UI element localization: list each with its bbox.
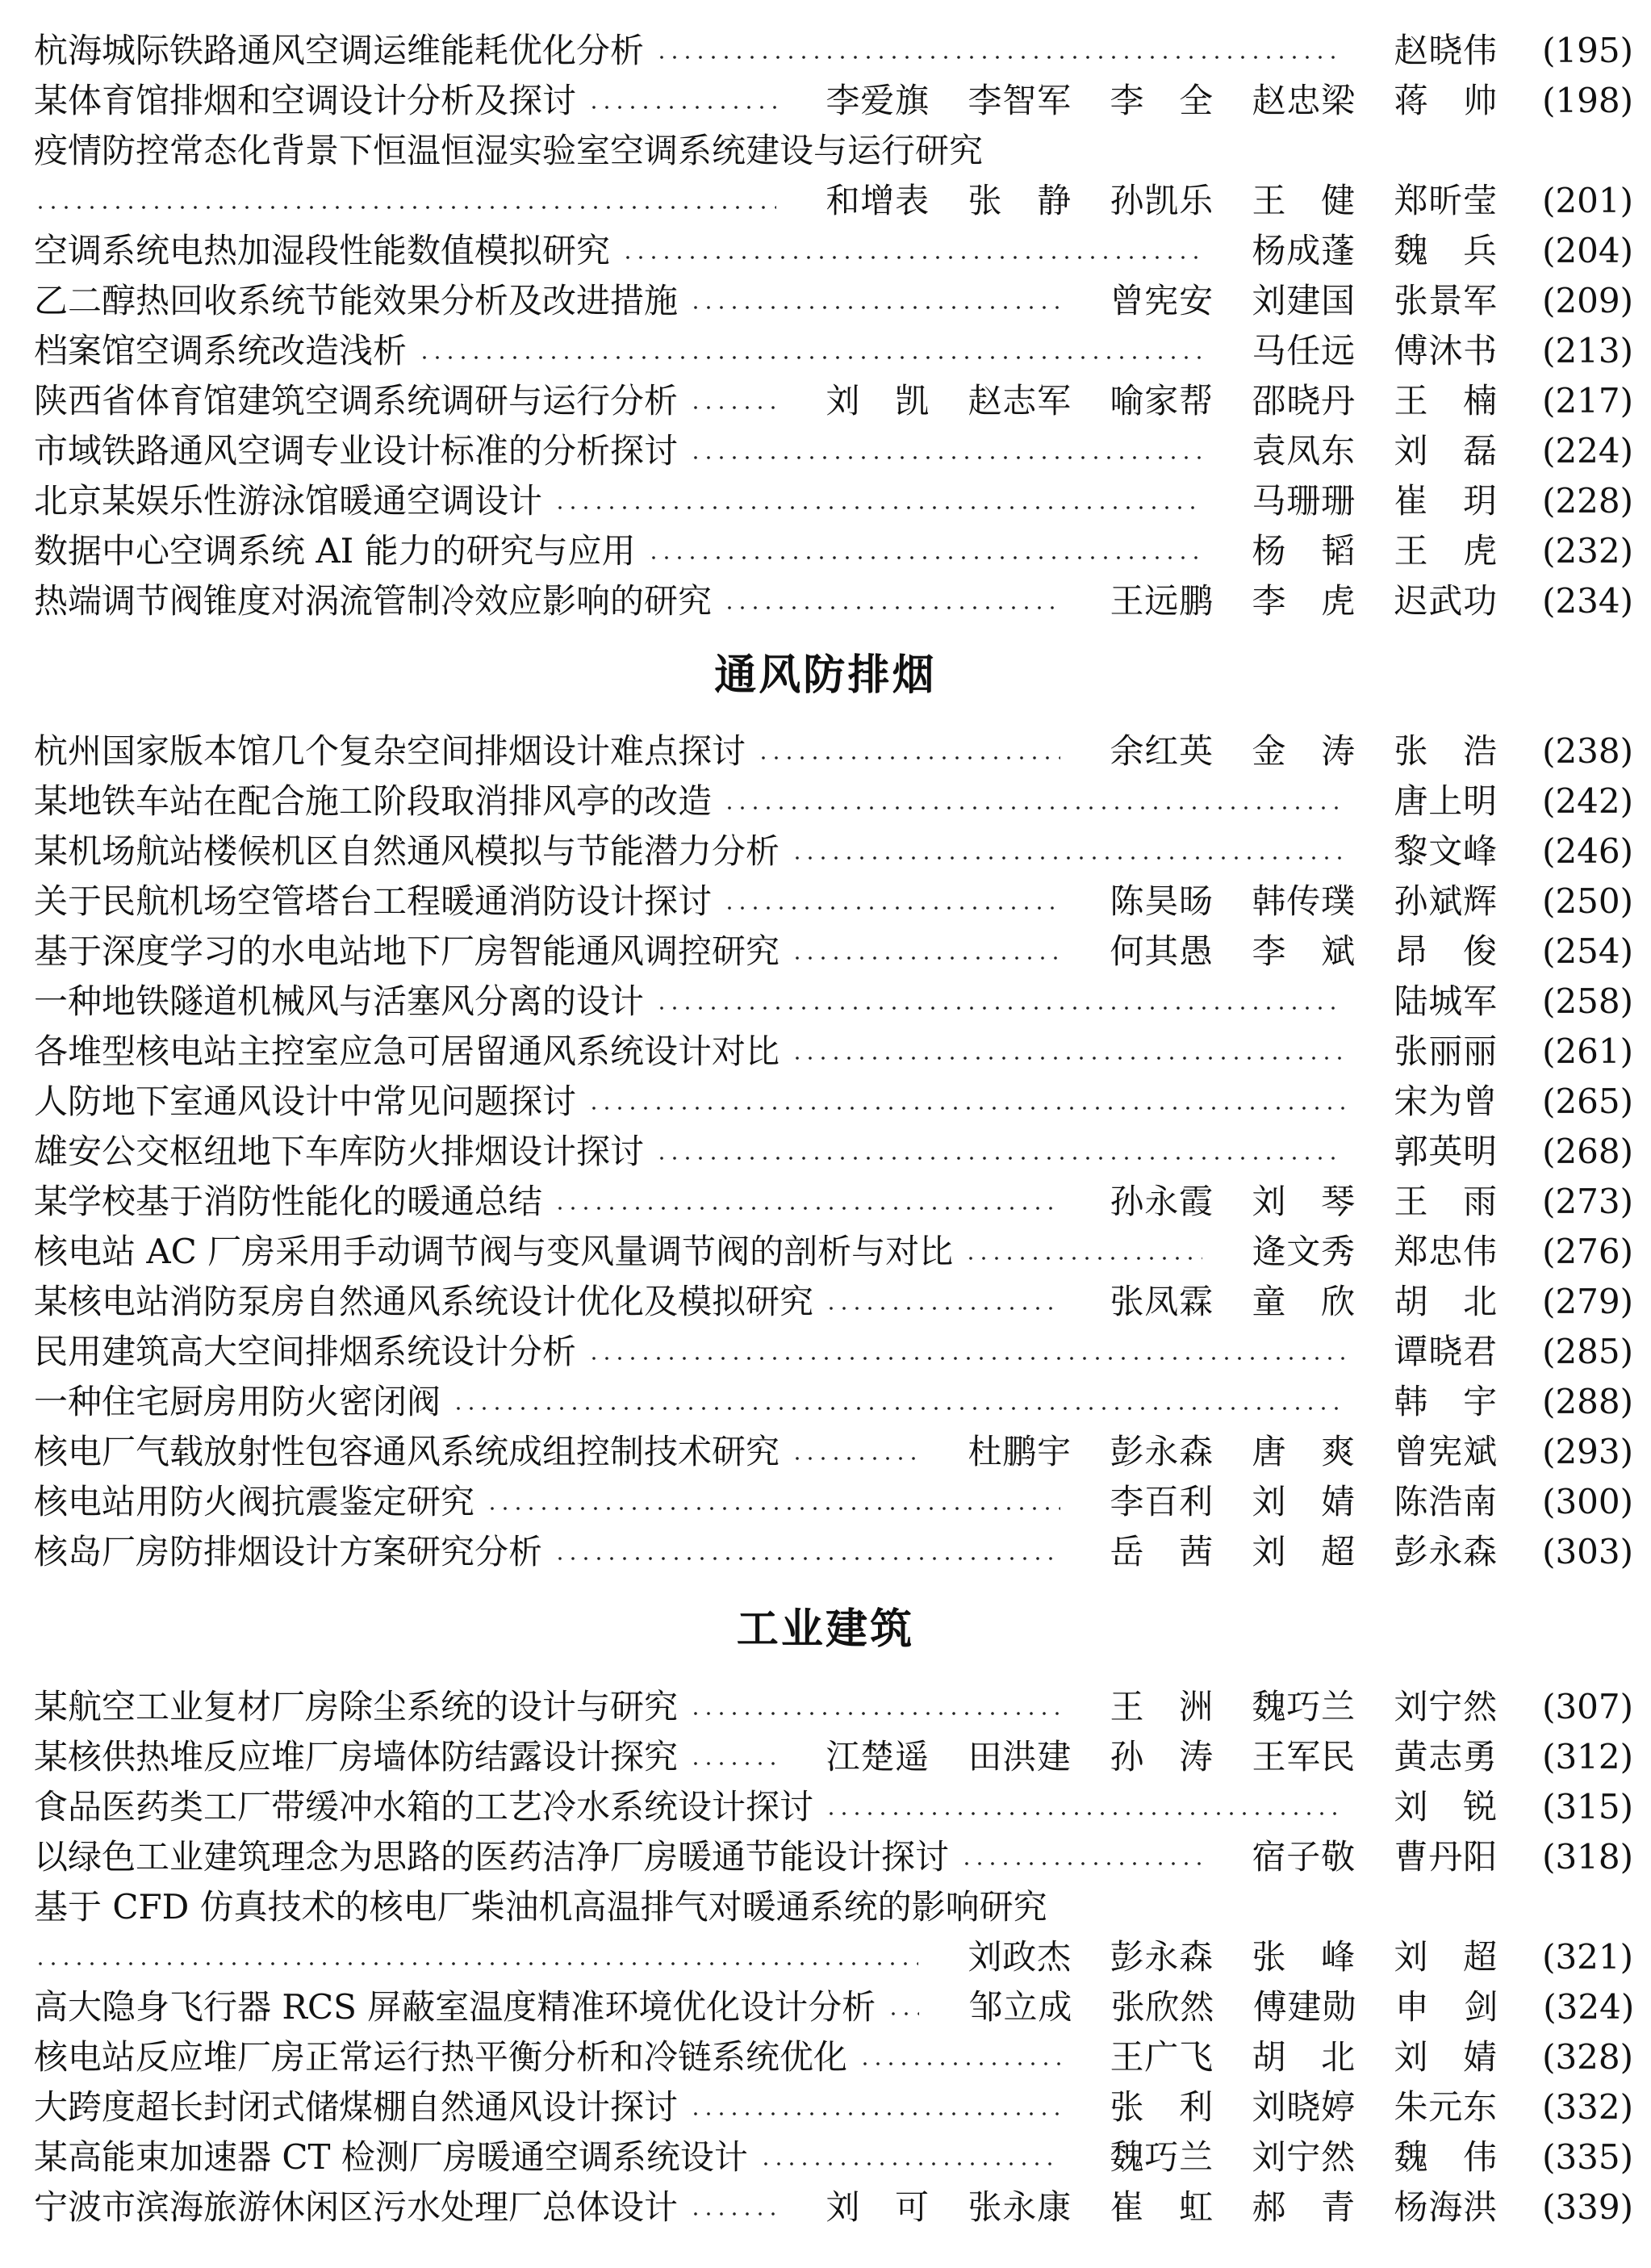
entry-authors [930,1982,1498,2032]
entry-title: 某核供热堆反应堆厂房墙体防结露设计探究 [34,1737,679,1776]
author-name: 赵忠梁 [1252,81,1356,120]
page-number: (217) [1542,381,1633,421]
entry-title: 某体育馆排烟和空调设计分析及探讨 [34,81,577,120]
toc-entry[interactable] [34,1682,1633,1732]
entry-title: 某航空工业复材厂房除尘系统的设计与研究 [34,1687,679,1726]
dot-leader [723,605,1060,610]
author-name: 张景军 [1394,281,1498,320]
toc-entry[interactable] [34,76,1633,126]
author-name: 孙凯乐 [1110,181,1214,220]
author-name: 赵晓伟 [1394,31,1498,70]
entry-title: 高大隐身飞行器 RCS 屏蔽室温度精准环境优化设计分析 [34,1987,876,2027]
author-name: 和增表 [826,181,930,220]
author-name: 郭英明 [1394,1132,1498,1171]
author-name: 金 涛 [1252,731,1356,771]
entry-authors [1356,1077,1498,1127]
dot-leader [554,1206,1060,1211]
author-name: 江楚遥 [826,1737,930,1776]
author-name: 唐上明 [1394,781,1498,821]
entry-title: 核电厂气载放射性包容通风系统成组控制技术研究 [34,1432,780,1471]
dot-leader [825,1306,1060,1311]
entry-authors [930,1932,1498,1982]
dot-leader [689,2212,776,2216]
page-number: (273) [1542,1182,1633,1221]
author-name: 曾宪斌 [1394,1432,1498,1471]
entry-title: 人防地下室通风设计中常见问题探讨 [34,1082,577,1121]
author-name: 胡 北 [1252,2037,1356,2077]
toc-entry-author-line [34,1932,1633,1982]
author-name: 余红英 [1110,731,1214,771]
entry-authors [1072,1682,1498,1732]
author-name: 张丽丽 [1394,1031,1498,1071]
dot-leader [655,1156,1344,1161]
page-number: (195) [1542,31,1633,70]
section-heading-industrial: 工业建筑 [736,1605,915,1654]
author-name: 刘宁然 [1252,2137,1356,2177]
dot-leader [647,555,1202,560]
entry-authors [1214,1227,1498,1277]
toc-entry[interactable] [34,1732,1633,1782]
entry-authors [788,1732,1498,1782]
page-number: (332) [1542,2087,1633,2127]
author-name: 刘政杰 [968,1937,1072,1977]
page-number: (321) [1542,1937,1633,1977]
author-name: 陈浩南 [1394,1482,1498,1521]
toc-entry[interactable] [34,1127,1633,1177]
section-heading-ventilation: 通风防排烟 [714,651,937,700]
author-name: 王广飞 [1110,2037,1214,2077]
author-name: 韩传璞 [1252,881,1356,921]
author-name: 刘 超 [1394,1937,1498,1977]
page-number: (254) [1542,931,1633,971]
entry-authors [1214,326,1498,376]
dot-leader [723,806,1344,810]
author-name: 王军民 [1252,1737,1356,1776]
author-name: 黎文峰 [1394,831,1498,871]
page-number: (268) [1542,1132,1633,1171]
author-name: 王 虎 [1394,531,1498,571]
entry-title: 宁波市滨海旅游休闲区污水处理厂总体设计 [34,2187,679,2227]
author-name: 张欣然 [1110,1987,1215,2027]
entry-authors [1214,476,1498,526]
toc-entry[interactable] [34,1077,1633,1127]
toc-entry[interactable] [34,1227,1633,1277]
page-number: (234) [1542,581,1633,621]
toc-entry[interactable] [34,1527,1633,1577]
author-name: 彭永森 [1110,1937,1214,1977]
toc-entry-title-line[interactable] [34,1882,1633,1932]
author-name: 昂 俊 [1394,931,1498,971]
page-number: (250) [1542,881,1633,921]
author-name: 孙斌辉 [1394,881,1498,921]
toc-entry[interactable] [34,1327,1633,1377]
toc-entry[interactable] [34,1832,1633,1882]
entry-title: 基于深度学习的水电站地下厂房智能通风调控研究 [34,931,780,971]
page-number: (303) [1542,1532,1633,1571]
toc-entry[interactable] [34,776,1633,826]
dot-leader [791,956,1060,960]
entry-title: 各堆型核电站主控室应急可居留通风系统设计对比 [34,1031,780,1071]
page-number: (204) [1542,231,1633,270]
entry-title: 档案馆空调系统改造浅析 [34,331,408,370]
author-name: 刘建国 [1252,281,1356,320]
entry-title: 食品医药类工厂带缓冲水箱的工艺冷水系统设计探讨 [34,1787,814,1827]
author-name: 杨 韬 [1252,531,1356,571]
author-name: 魏 伟 [1394,2137,1498,2177]
author-name: 刘 琴 [1252,1182,1356,1221]
page-number: (213) [1542,331,1633,370]
entry-title: 民用建筑高大空间排烟系统设计分析 [34,1332,577,1371]
toc-entry[interactable] [34,26,1633,76]
page-number: (232) [1542,531,1633,571]
entry-title: 某机场航站楼候机区自然通风模拟与节能潜力分析 [34,831,780,871]
entry-authors [1072,2032,1498,2082]
entry-authors [1356,1027,1498,1077]
page-number: (198) [1542,81,1633,120]
author-name: 傅建勋 [1252,1987,1357,2027]
entry-title: 以绿色工业建筑理念为思路的医药洁净厂房暖通节能设计探讨 [34,1837,950,1877]
author-name: 李百利 [1110,1482,1214,1521]
page-number: (315) [1542,1787,1633,1827]
author-name: 彭永森 [1110,1432,1214,1471]
author-name: 宋为曾 [1394,1082,1498,1121]
entry-authors [1214,226,1498,276]
dot-leader [759,2161,1060,2166]
dot-leader [791,856,1344,860]
dot-leader [689,305,1060,310]
entry-authors [1214,426,1498,476]
dot-leader [689,405,776,410]
author-name: 田洪建 [968,1737,1072,1776]
entry-title: 某地铁车站在配合施工阶段取消排风亭的改造 [34,781,713,821]
entry-authors [1356,1377,1498,1427]
dot-leader [964,1256,1202,1261]
toc-entry[interactable] [34,476,1633,526]
entry-authors [1072,927,1498,977]
entry-title: 某高能束加速器 CT 检测厂房暖通空调系统设计 [34,2137,748,2177]
author-name: 陈昊旸 [1110,881,1214,921]
page-number: (335) [1542,2137,1633,2177]
entry-title: 杭海城际铁路通风空调运维能耗优化分析 [34,31,645,70]
toc-entry[interactable] [34,226,1633,276]
toc-entry[interactable] [34,1982,1633,2032]
author-name: 喻家帮 [1110,381,1214,421]
author-name: 李 全 [1110,81,1214,120]
author-name: 王 楠 [1394,381,1498,421]
dot-leader [655,55,1344,60]
author-name: 郑昕莹 [1394,181,1498,220]
entry-authors [1072,1527,1498,1577]
page-number: (238) [1542,731,1633,771]
author-name: 刘晓婷 [1252,2087,1356,2127]
entry-authors [1356,1327,1498,1377]
page-number: (201) [1542,181,1633,220]
page-number: (307) [1542,1687,1633,1726]
author-name: 逄文秀 [1252,1232,1356,1271]
toc-entry[interactable] [34,326,1633,376]
toc-entry[interactable] [34,977,1633,1027]
author-name: 刘 超 [1252,1532,1356,1571]
toc-entry[interactable] [34,1177,1633,1227]
entry-title: 杭州国家版本馆几个复杂空间排烟设计难点探讨 [34,731,746,771]
entry-title: 乙二醇热回收系统节能效果分析及改进措施 [34,281,679,320]
toc-entry[interactable] [34,927,1633,977]
toc-entry[interactable] [34,1477,1633,1527]
dot-leader [587,105,776,110]
entry-authors [1072,726,1498,776]
author-name: 刘 婧 [1252,1482,1356,1521]
page-number: (279) [1542,1282,1633,1321]
entry-authors [1072,2132,1498,2182]
page-number: (209) [1542,281,1633,320]
entry-authors [1072,877,1498,927]
author-name: 黄志勇 [1394,1737,1498,1776]
entry-authors [1356,826,1498,877]
author-name: 王远鹏 [1110,581,1214,621]
author-name: 张 浩 [1394,731,1498,771]
author-name: 赵志军 [968,381,1072,421]
entry-authors [1072,576,1498,626]
toc-entry[interactable] [34,2182,1633,2232]
toc-entry[interactable] [34,2082,1633,2132]
dot-leader [960,1861,1202,1866]
author-name: 袁凤东 [1252,431,1356,471]
page-number: (276) [1542,1232,1633,1271]
toc-entry-author-line [34,176,1633,226]
toc-entry[interactable] [34,376,1633,426]
entry-title: 北京某娱乐性游泳馆暖通空调设计 [34,481,543,521]
dot-leader [887,2011,919,2016]
author-name: 唐 爽 [1252,1432,1356,1471]
page-number: (261) [1542,1031,1633,1071]
author-name: 王 健 [1252,181,1356,220]
page-number: (312) [1542,1737,1633,1776]
author-name: 杜鹏宇 [968,1432,1072,1471]
author-name: 陆城军 [1394,981,1498,1021]
author-name: 刘 磊 [1394,431,1498,471]
dot-leader [825,1811,1344,1816]
entry-authors [788,2182,1498,2232]
author-name: 李爱旗 [826,81,930,120]
entry-authors [1356,1782,1498,1832]
entry-title: 核电站 AC 厂房采用手动调节阀与变风量调节阀的剖析与对比 [34,1232,954,1271]
author-name: 崔 虹 [1110,2187,1214,2227]
entry-title: 关于民航机场空管塔台工程暖通消防设计探讨 [34,881,713,921]
dot-leader [554,505,1202,510]
author-name: 曹丹阳 [1394,1837,1498,1877]
author-name: 张凤霖 [1110,1282,1214,1321]
entry-authors [1356,977,1498,1027]
author-name: 刘 可 [826,2187,930,2227]
entry-authors [1072,2082,1498,2132]
page-number: (324) [1543,1987,1635,2027]
dot-leader [587,1356,1344,1361]
dot-leader [757,755,1060,760]
dot-leader [655,1006,1344,1011]
entry-title: 雄安公交枢纽地下车库防火排烟设计探讨 [34,1132,645,1171]
entry-title: 大跨度超长封闭式储煤棚自然通风设计探讨 [34,2087,679,2127]
entry-title: 一种住宅厨房用防火密闭阀 [34,1382,441,1421]
toc-entry[interactable] [34,426,1633,476]
entry-title: 一种地铁隧道机械风与活塞风分离的设计 [34,981,645,1021]
dot-leader [621,255,1202,260]
page-number: (246) [1542,831,1633,871]
entry-authors [1072,1477,1498,1527]
entry-authors [1356,26,1498,76]
author-name: 胡 北 [1394,1282,1498,1321]
author-name: 何其愚 [1110,931,1214,971]
author-name: 崔 玥 [1394,481,1498,521]
entry-authors [930,1427,1498,1477]
dot-leader [587,1106,1344,1111]
dot-leader [452,1406,1344,1411]
author-name: 刘 凯 [826,381,930,421]
toc-entry[interactable] [34,1427,1633,1477]
entry-title: 基于 CFD 仿真技术的核电厂柴油机高温排气对暖通系统的影响研究 [34,1887,1047,1927]
entry-authors [1356,1127,1498,1177]
entry-title: 市域铁路通风空调专业设计标准的分析探讨 [34,431,679,471]
toc-entry[interactable] [34,877,1633,927]
dot-leader [859,2061,1060,2066]
toc-entry[interactable] [34,1277,1633,1327]
toc-entry[interactable] [34,2132,1633,2182]
author-name: 马任远 [1252,331,1356,370]
author-name: 曾宪安 [1110,281,1214,320]
toc-entry[interactable] [34,526,1633,576]
author-name: 张 静 [968,181,1072,220]
author-name: 孙永霞 [1110,1182,1214,1221]
dot-leader [791,1056,1344,1061]
author-name: 邹立成 [968,1987,1073,2027]
author-name: 孙 涛 [1110,1737,1214,1776]
page-number: (265) [1542,1082,1633,1121]
author-name: 朱元东 [1394,2087,1498,2127]
author-name: 宿子敬 [1252,1837,1356,1877]
author-name: 魏巧兰 [1110,2137,1214,2177]
page-number: (293) [1542,1432,1633,1471]
entry-title: 数据中心空调系统 AI 能力的研究与应用 [34,531,636,571]
entry-authors [788,76,1498,126]
dot-leader [34,205,776,210]
dot-leader [554,1556,1060,1561]
toc-entry[interactable] [34,826,1633,877]
entry-authors [1072,276,1498,326]
page-number: (318) [1542,1837,1633,1877]
entry-title: 疫情防控常态化背景下恒温恒湿实验室空调系统建设与运行研究 [34,131,984,170]
author-name: 韩 宇 [1394,1382,1498,1421]
author-name: 迟武功 [1394,581,1498,621]
dot-leader [723,906,1060,910]
page-number: (285) [1542,1332,1633,1371]
entry-title: 核电站用防火阀抗震鉴定研究 [34,1482,475,1521]
dot-leader [418,355,1202,360]
author-name: 彭永森 [1394,1532,1498,1571]
dot-leader [689,1761,776,1766]
author-name: 郑忠伟 [1394,1232,1498,1271]
entry-authors [1072,1177,1498,1227]
author-name: 张 利 [1110,2087,1214,2127]
page-number: (228) [1542,481,1633,521]
author-name: 申 剑 [1394,1987,1499,2027]
entry-authors [1214,526,1498,576]
author-name: 王 雨 [1394,1182,1498,1221]
toc-entry-title-line[interactable] [34,126,1633,176]
author-name: 王 洲 [1110,1687,1214,1726]
toc-entry[interactable] [34,1782,1633,1832]
dot-leader [486,1506,1060,1511]
author-name: 刘宁然 [1394,1687,1498,1726]
author-name: 杨海洪 [1394,2187,1498,2227]
page-number: (339) [1542,2187,1633,2227]
author-name: 李 斌 [1252,931,1356,971]
author-name: 童 欣 [1252,1282,1356,1321]
author-name: 蒋 帅 [1394,81,1498,120]
dot-leader [34,1961,918,1966]
author-name: 傅沐书 [1394,331,1498,370]
dot-leader [791,1456,918,1461]
author-name: 岳 茜 [1110,1532,1214,1571]
page-number: (242) [1542,781,1633,821]
entry-title: 某核电站消防泵房自然通风系统设计优化及模拟研究 [34,1282,814,1321]
toc-entry[interactable] [34,1377,1633,1427]
author-name: 魏巧兰 [1252,1687,1356,1726]
author-name: 张 峰 [1252,1937,1356,1977]
author-name: 李 虎 [1252,581,1356,621]
toc-entry[interactable] [34,276,1633,326]
entry-title: 核电站反应堆厂房正常运行热平衡分析和冷链系统优化 [34,2037,848,2077]
author-name: 刘 锐 [1394,1787,1498,1827]
entry-authors [1072,1277,1498,1327]
page-number: (300) [1542,1482,1633,1521]
dot-leader [689,1711,1060,1716]
author-name: 马珊珊 [1252,481,1356,521]
author-name: 杨成蓬 [1252,231,1356,270]
author-name: 郝 青 [1252,2187,1356,2227]
author-name: 李智军 [968,81,1072,120]
entry-title: 空调系统电热加湿段性能数值模拟研究 [34,231,611,270]
page-number: (224) [1542,431,1633,471]
entry-authors [788,176,1498,226]
author-name: 张永康 [968,2187,1072,2227]
toc-entry[interactable] [34,1027,1633,1077]
author-name: 谭晓君 [1394,1332,1498,1371]
page-number: (288) [1542,1382,1633,1421]
toc-entry[interactable] [34,2032,1633,2082]
entry-title: 陕西省体育馆建筑空调系统调研与运行分析 [34,381,679,421]
entry-authors [788,376,1498,426]
entry-authors [1214,1832,1498,1882]
entry-authors [1356,776,1498,826]
page-number: (328) [1542,2037,1633,2077]
entry-title: 某学校基于消防性能化的暖通总结 [34,1182,543,1221]
dot-leader [689,455,1202,460]
page-number: (258) [1542,981,1633,1021]
entry-title: 热端调节阀锥度对涡流管制冷效应影响的研究 [34,581,713,621]
author-name: 魏 兵 [1394,231,1498,270]
author-name: 刘 婧 [1394,2037,1498,2077]
toc-entry[interactable] [34,576,1633,626]
dot-leader [689,2111,1060,2116]
entry-title: 核岛厂房防排烟设计方案研究分析 [34,1532,543,1571]
toc-entry[interactable] [34,726,1633,776]
author-name: 邵晓丹 [1252,381,1356,421]
